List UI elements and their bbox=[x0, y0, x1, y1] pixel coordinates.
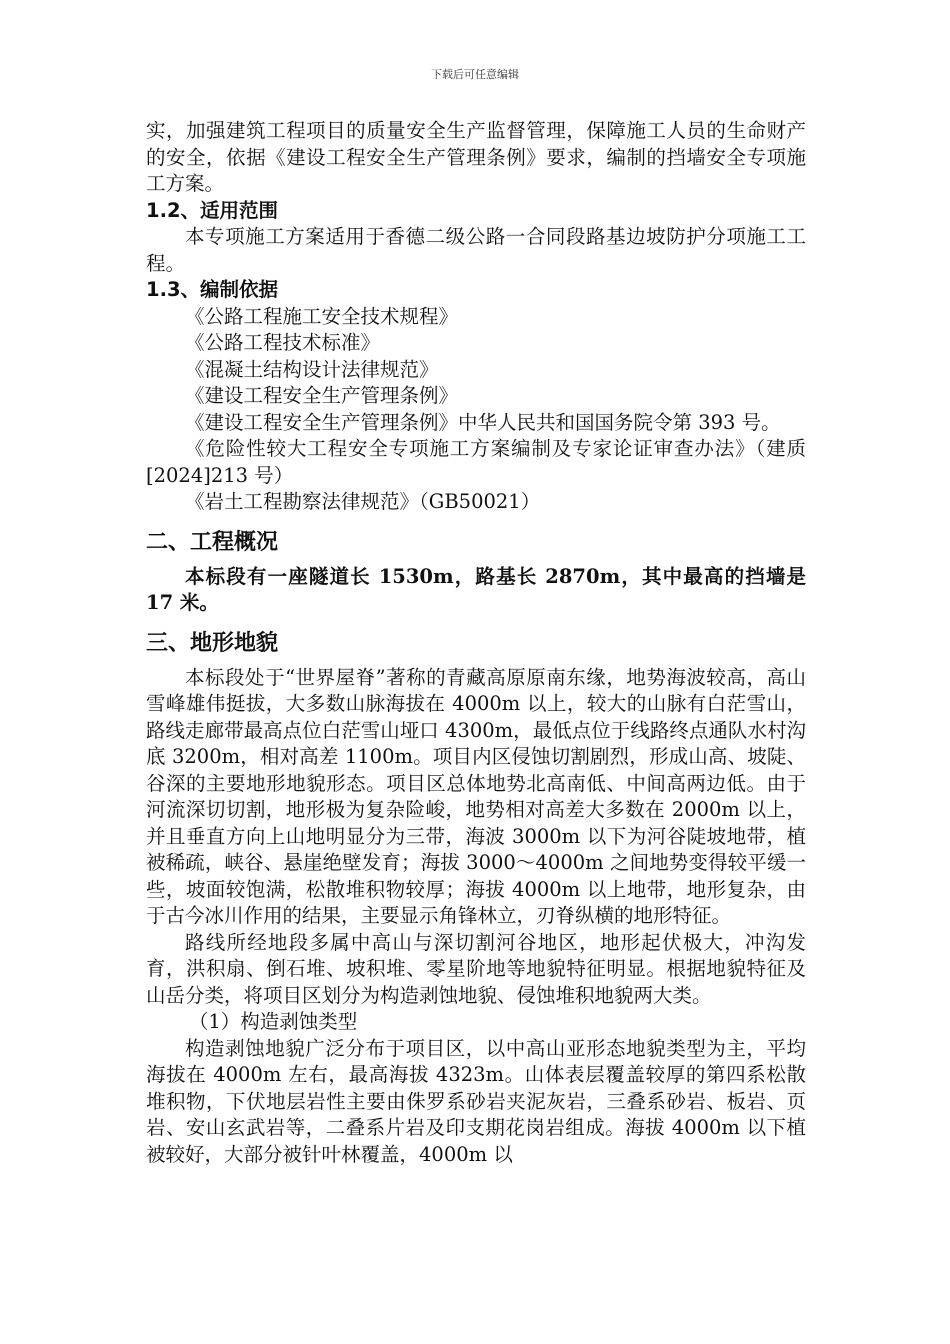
document-body bbox=[146, 118, 806, 1168]
section-heading-1-3: 1.3、编制依据 bbox=[146, 278, 279, 301]
chapter-heading-overview: 二、工程概况 bbox=[146, 529, 279, 555]
reference-item: 《公路工程施工安全技术规程》 bbox=[185, 304, 459, 328]
page-header: 下载后可任意编辑 bbox=[431, 68, 519, 81]
subheading-tectonic: （1）构造剥蚀类型 bbox=[188, 1010, 358, 1033]
reference-item: 《建设工程安全生产管理条例》中华人民共和国国务院令第 393 号。 bbox=[185, 410, 781, 434]
paragraph-terrain: 本标段处于“世界屋脊”著称的青藏高原原南东缘，地势海波较高，高山雪峰雄伟挺拔，大多数山脉海拔在 4000m 以上，较大的山脉有白茫雪山，路线走廊带最高点位白茫雪山垭口 4300m，最低点位于线路终点通队水村沟底 3200m，相对高差 1100m。项目内区侵蚀切割剧烈，形成山高、坡陡、谷深的主要地形地貌形态。项目区总体地势北高南低、中间高两边低。由于河流深切切割，地形极为复杂险峻，地势相对高差大多数在 2000m 以上，并且垂直方向上山地明显分为三带，海波 3000m 以下为河谷陡坡地带，植被稀疏，峡谷、悬崖绝壁发育；海拔 3000～4000m 之间地势变得较平缓一些，坡面较饱满，松散堆积物较厚；海拔 4000m 以上地带，地形复杂，由于古今冰川作用的结果，主要显示角锋林立，刃脊纵横的地形特征。 bbox=[146, 665, 806, 927]
chapter-heading-terrain: 三、地形地貌 bbox=[146, 630, 279, 656]
paragraph-intro: 实，加强建筑工程项目的质量安全生产监督管理，保障施工人员的生命财产的安全，依据《建设工程安全生产管理条例》要求，编制的挡墙安全专项施工方案。 bbox=[146, 119, 806, 195]
paragraph-route: 路线所经地段多属中高山与深切割河谷地区，地形起伏极大，冲沟发育，洪积扇、倒石堆、坡积堆、零星阶地等地貌特征明显。根据地貌特征及山岳分类，将项目区划分为构造剥蚀地貌、侵蚀堆积地貌两大类。 bbox=[146, 930, 806, 1007]
reference-item: 《危险性较大工程安全专项施工方案编制及专家论证审查办法》（建质[2024]213 号） bbox=[146, 437, 806, 487]
reference-item: 《混凝土结构设计法律规范》 bbox=[185, 357, 439, 381]
reference-item: 《公路工程技术标准》 bbox=[185, 331, 381, 354]
reference-item: 《建设工程安全生产管理条例》 bbox=[185, 384, 459, 407]
paragraph-scope: 本专项施工方案适用于香德二级公路一合同段路基边坡防护分项施工工程。 bbox=[146, 225, 806, 275]
paragraph-tectonic: 构造剥蚀地貌广泛分布于项目区，以中高山亚形态地貌类型为主，平均海拔在 4000m 左右，最高海拔 4323m。山体表层覆盖较厚的第四系松散堆积物，下伏地层岩性主要由侏罗系砂岩夹泥灰岩，三叠系砂岩、板岩、页岩、安山玄武岩等，二叠系片岩及印支期花岗岩组成。海拔 4000m 以下植被较好，大部分被针叶林覆盖，4000m 以 bbox=[146, 1036, 806, 1166]
reference-item: 《岩土工程勘察法律规范》（GB50021） bbox=[185, 490, 541, 513]
paragraph-overview: 本标段有一座隧道长 1530m，路基长 2870m，其中最高的挡墙是 17 米。 bbox=[146, 564, 806, 614]
section-heading-1-2: 1.2、适用范围 bbox=[146, 198, 279, 222]
